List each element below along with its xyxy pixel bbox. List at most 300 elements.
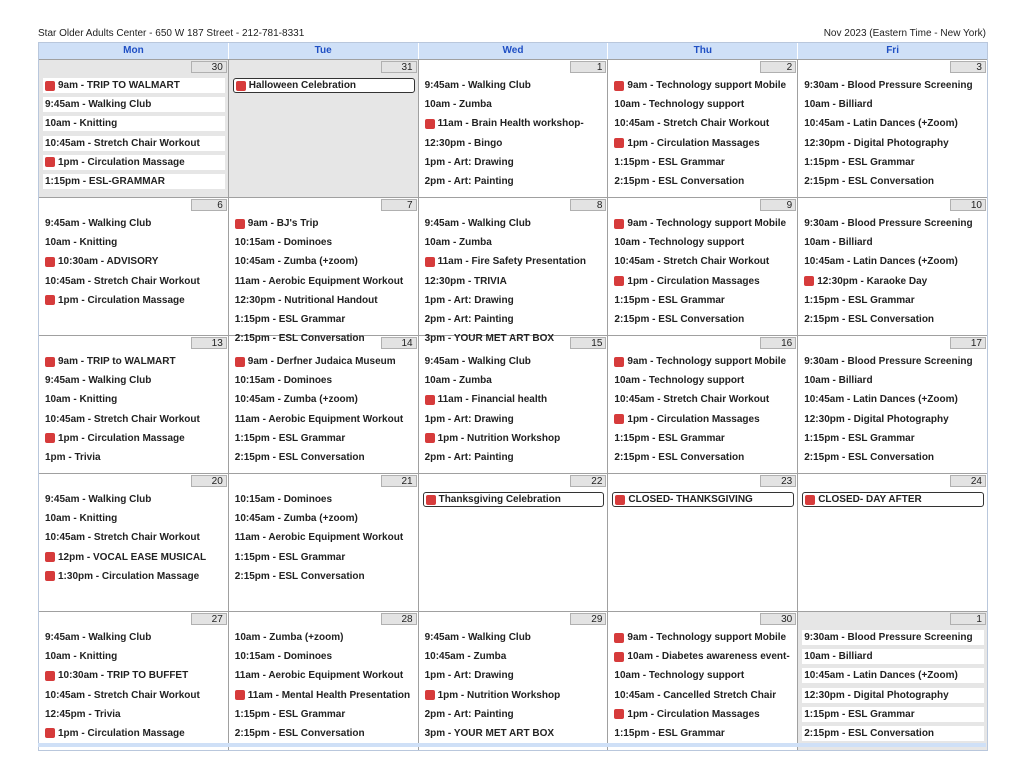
event-title: 9:45am - Walking Club xyxy=(424,218,531,229)
calendar-event[interactable] xyxy=(43,530,225,545)
event-title: 9am - Technology support Mobile xyxy=(627,356,787,367)
calendar-event[interactable] xyxy=(43,116,225,131)
event-title: 10:45am - Latin Dances (+Zoom) xyxy=(804,256,958,268)
event-flag-icon xyxy=(45,157,55,167)
calendar-event[interactable] xyxy=(612,216,794,231)
calendar-event[interactable] xyxy=(423,174,605,189)
event-title: 9:45am - Walking Club xyxy=(45,632,152,643)
calendar-event[interactable] xyxy=(423,630,605,645)
event-title: 11am - Aerobic Equipment Workout xyxy=(234,532,404,544)
day-number: 23 xyxy=(760,475,796,487)
event-title: 9:45am - Walking Club xyxy=(424,80,531,91)
event-title: 10am - Zumba xyxy=(424,237,492,249)
event-flag-icon xyxy=(426,495,436,505)
event-title: 10am - Knitting xyxy=(45,237,118,249)
calendar-event[interactable] xyxy=(233,431,415,446)
event-list xyxy=(233,78,415,97)
event-list xyxy=(423,354,605,469)
event-title: 1:15pm - ESL Grammar xyxy=(804,156,915,168)
event-title: 9am - Technology support Mobile xyxy=(627,218,787,229)
calendar-event[interactable] xyxy=(612,155,794,170)
day-cell[interactable] xyxy=(39,336,229,473)
event-title: 9am - Derfner Judaica Museum xyxy=(247,356,396,367)
event-flag-icon xyxy=(235,690,245,700)
event-title: 1pm - Circulation Massages xyxy=(627,137,760,149)
calendar-event[interactable] xyxy=(612,78,794,93)
calendar-event[interactable] xyxy=(233,530,415,545)
event-title: 2:15pm - ESL Conversation xyxy=(804,175,935,187)
event-flag-icon xyxy=(425,433,435,443)
day-number: 1 xyxy=(950,613,986,625)
calendar-event[interactable] xyxy=(233,492,415,507)
event-title: 9am - TRIP to WALMART xyxy=(58,356,176,367)
event-title: 12:30pm - Digital Photography xyxy=(804,413,949,425)
event-title: 11am - Fire Safety Presentation xyxy=(437,256,586,268)
calendar-event[interactable] xyxy=(423,136,605,151)
day-cell[interactable] xyxy=(798,60,987,197)
event-flag-icon xyxy=(235,219,245,229)
calendar-event[interactable] xyxy=(43,274,225,289)
event-flag-icon xyxy=(614,219,624,229)
calendar-event[interactable] xyxy=(43,431,225,446)
calendar-header xyxy=(38,28,986,42)
day-number: 22 xyxy=(570,475,606,487)
event-title: 1pm - Art: Drawing xyxy=(424,156,514,168)
event-title: 1pm - Circulation Massage xyxy=(58,156,185,168)
event-list xyxy=(423,216,605,350)
day-cell[interactable] xyxy=(798,612,987,750)
calendar-event[interactable] xyxy=(233,630,415,645)
calendar-event[interactable] xyxy=(43,412,225,427)
weeks-grid xyxy=(39,59,987,750)
calendar-event[interactable] xyxy=(233,312,415,327)
day-number: 21 xyxy=(381,475,417,487)
calendar-event[interactable] xyxy=(43,649,225,664)
calendar-event[interactable] xyxy=(802,78,984,93)
month-calendar xyxy=(38,42,988,751)
calendar-event[interactable] xyxy=(423,354,605,369)
calendar-event[interactable] xyxy=(802,649,984,664)
event-title: 12:30pm - Karaoke Day xyxy=(817,275,928,287)
calendar-event[interactable] xyxy=(233,293,415,308)
event-title: 10:45am - Stretch Chair Workout xyxy=(45,413,200,425)
event-title: 1pm - Circulation Massages xyxy=(627,708,760,720)
weekday-header-row xyxy=(39,43,987,59)
calendar-event[interactable] xyxy=(233,649,415,664)
event-list xyxy=(612,78,794,193)
event-flag-icon xyxy=(45,295,55,305)
calendar-event[interactable] xyxy=(43,726,225,741)
calendar-event[interactable] xyxy=(423,235,605,250)
event-title: 1pm - Art: Drawing xyxy=(424,413,514,425)
event-list xyxy=(802,354,984,469)
event-title: 10am - Knitting xyxy=(45,513,118,525)
event-title: 1pm - Nutrition Workshop xyxy=(437,689,561,701)
calendar-event[interactable] xyxy=(612,707,794,722)
event-flag-icon xyxy=(615,495,625,505)
event-title: 10:30am - ADVISORY xyxy=(58,256,159,268)
week-row xyxy=(39,59,987,197)
calendar-event[interactable] xyxy=(233,235,415,250)
weekday-thu: Thu xyxy=(608,43,798,59)
calendar-event[interactable] xyxy=(612,630,794,645)
event-title: 12pm - VOCAL EASE MUSICAL xyxy=(58,551,207,563)
calendar-event[interactable] xyxy=(233,216,415,231)
event-flag-icon xyxy=(614,276,624,286)
calendar-event[interactable] xyxy=(423,392,605,407)
event-title: 2:15pm - ESL Conversation xyxy=(234,727,365,739)
event-title: 9:45am - Walking Club xyxy=(424,356,531,367)
calendar-event[interactable] xyxy=(802,216,984,231)
calendar-event[interactable] xyxy=(423,649,605,664)
event-title: 10:45am - Latin Dances (+Zoom) xyxy=(804,118,958,130)
calendar-event[interactable] xyxy=(802,431,984,446)
all-day-event[interactable] xyxy=(612,492,794,507)
calendar-event[interactable] xyxy=(233,569,415,584)
calendar-event[interactable] xyxy=(802,116,984,131)
calendar-event[interactable] xyxy=(43,254,225,269)
event-title: 3pm - YOUR MET ART BOX xyxy=(424,727,555,739)
day-number: 20 xyxy=(191,475,227,487)
day-cell[interactable] xyxy=(229,60,419,197)
event-list xyxy=(43,630,225,745)
calendar-event[interactable] xyxy=(423,254,605,269)
event-flag-icon xyxy=(425,690,435,700)
calendar-event[interactable] xyxy=(802,668,984,683)
calendar-event[interactable] xyxy=(612,373,794,388)
event-list xyxy=(233,492,415,588)
calendar-event[interactable] xyxy=(612,293,794,308)
calendar-event[interactable] xyxy=(43,354,225,369)
day-cell[interactable] xyxy=(798,474,987,611)
calendar-event[interactable] xyxy=(423,293,605,308)
event-flag-icon xyxy=(235,357,245,367)
calendar-event[interactable] xyxy=(423,312,605,327)
event-title: 1:15pm - ESL Grammar xyxy=(614,156,725,168)
calendar-event[interactable] xyxy=(43,235,225,250)
all-day-event[interactable] xyxy=(802,492,984,507)
calendar-event[interactable] xyxy=(612,312,794,327)
event-title: CLOSED- DAY AFTER xyxy=(818,494,922,505)
calendar-event[interactable] xyxy=(612,412,794,427)
event-title: 1:15pm - ESL Grammar xyxy=(804,294,915,306)
calendar-event[interactable] xyxy=(423,274,605,289)
month-timezone: Nov 2023 (Eastern Time - New York) xyxy=(823,28,986,39)
calendar-event[interactable] xyxy=(423,688,605,703)
event-title: 1:15pm - ESL Grammar xyxy=(234,432,346,444)
calendar-event[interactable] xyxy=(423,97,605,112)
event-list xyxy=(802,78,984,193)
day-cell[interactable] xyxy=(419,612,609,750)
day-cell[interactable] xyxy=(419,336,609,473)
calendar-event[interactable] xyxy=(612,174,794,189)
event-title: 1pm - Trivia xyxy=(45,451,101,463)
calendar-event[interactable] xyxy=(43,550,225,565)
event-title: 1:15pm - ESL Grammar xyxy=(614,432,725,444)
calendar-event[interactable] xyxy=(233,354,415,369)
event-list xyxy=(423,630,605,745)
calendar-event[interactable] xyxy=(423,78,605,93)
calendar-event[interactable] xyxy=(802,97,984,112)
calendar-event[interactable] xyxy=(802,235,984,250)
calendar-event[interactable] xyxy=(233,688,415,703)
day-cell[interactable] xyxy=(229,474,419,611)
calendar-event[interactable] xyxy=(43,216,225,231)
event-title: 1:15pm - ESL Grammar xyxy=(614,727,725,739)
event-title: 10:45am - Stretch Chair Workout xyxy=(45,689,200,701)
calendar-event[interactable] xyxy=(233,726,415,741)
event-title: 2:15pm - ESL Conversation xyxy=(614,175,745,187)
event-title: 10:15am - Dominoes xyxy=(234,375,333,387)
calendar-event[interactable] xyxy=(802,707,984,722)
calendar-event[interactable] xyxy=(802,136,984,151)
event-title: 9am - Technology support Mobile xyxy=(627,632,787,643)
calendar-event[interactable] xyxy=(612,688,794,703)
calendar-event[interactable] xyxy=(612,450,794,465)
calendar-event[interactable] xyxy=(43,569,225,584)
calendar-event[interactable] xyxy=(43,630,225,645)
event-title: 2:15pm - ESL Conversation xyxy=(614,451,745,463)
calendar-event[interactable] xyxy=(423,155,605,170)
day-number: 1 xyxy=(570,61,606,73)
day-cell[interactable] xyxy=(39,474,229,611)
calendar-event[interactable] xyxy=(233,373,415,388)
calendar-event[interactable] xyxy=(233,511,415,526)
calendar-event[interactable] xyxy=(43,688,225,703)
event-title: 11am - Aerobic Equipment Workout xyxy=(234,413,404,425)
event-list xyxy=(43,216,225,312)
calendar-event[interactable] xyxy=(802,412,984,427)
calendar-event[interactable] xyxy=(423,412,605,427)
calendar-event[interactable] xyxy=(423,668,605,683)
event-list xyxy=(43,78,225,193)
event-title: 10am - Knitting xyxy=(45,394,118,406)
day-number: 31 xyxy=(381,61,417,73)
event-title: 2:15pm - ESL Conversation xyxy=(804,451,935,463)
calendar-event[interactable] xyxy=(43,97,225,112)
calendar-event[interactable] xyxy=(43,707,225,722)
calendar-event[interactable] xyxy=(612,254,794,269)
event-title: 1pm - Circulation Massages xyxy=(627,413,760,425)
calendar-event[interactable] xyxy=(802,392,984,407)
day-cell[interactable] xyxy=(229,336,419,473)
event-title: 10am - Zumba xyxy=(424,99,492,111)
day-cell[interactable] xyxy=(419,60,609,197)
calendar-event[interactable] xyxy=(43,373,225,388)
calendar-event[interactable] xyxy=(612,235,794,250)
event-title: 10:45am - Cancelled Stretch Chair xyxy=(614,689,777,701)
event-title: 10:45am - Stretch Chair Workout xyxy=(45,532,200,544)
calendar-event[interactable] xyxy=(43,293,225,308)
calendar-event[interactable] xyxy=(233,412,415,427)
event-title: 10:15am - Dominoes xyxy=(234,237,333,249)
calendar-event[interactable] xyxy=(802,174,984,189)
calendar-event[interactable] xyxy=(612,116,794,131)
event-title: 10:45am - Stretch Chair Workout xyxy=(45,137,200,149)
event-list xyxy=(233,216,415,350)
calendar-event[interactable] xyxy=(233,668,415,683)
event-title: 9:45am - Walking Club xyxy=(45,218,152,229)
calendar-event[interactable] xyxy=(612,136,794,151)
event-title: 1:15pm - ESL Grammar xyxy=(234,551,346,563)
day-cell[interactable] xyxy=(39,198,229,335)
calendar-event[interactable] xyxy=(802,312,984,327)
all-day-event[interactable] xyxy=(233,78,415,93)
event-title: 10:45am - Zumba (+zoom) xyxy=(234,256,358,268)
event-title: 2pm - Art: Painting xyxy=(424,175,514,187)
event-list xyxy=(612,630,794,745)
event-title: 10am - Billiard xyxy=(804,237,873,249)
day-number: 29 xyxy=(570,613,606,625)
week-row xyxy=(39,335,987,473)
event-title: 2:15pm - ESL Conversation xyxy=(614,313,745,325)
event-title: 1:15pm - ESL Grammar xyxy=(804,432,915,444)
day-number: 9 xyxy=(760,199,796,211)
calendar-event[interactable] xyxy=(802,450,984,465)
event-title: 2:15pm - ESL Conversation xyxy=(234,451,365,463)
event-title: 1:15pm - ESL Grammar xyxy=(234,708,346,720)
event-flag-icon xyxy=(45,433,55,443)
calendar-event[interactable] xyxy=(423,431,605,446)
calendar-event[interactable] xyxy=(802,354,984,369)
event-title: 11am - Financial health xyxy=(437,394,548,406)
day-number: 30 xyxy=(760,613,796,625)
event-title: 12:30pm - Digital Photography xyxy=(804,689,949,701)
event-flag-icon xyxy=(614,414,624,424)
calendar-event[interactable] xyxy=(802,155,984,170)
day-cell[interactable] xyxy=(39,60,229,197)
event-title: 2:15pm - ESL Conversation xyxy=(234,570,365,582)
calendar-event[interactable] xyxy=(612,668,794,683)
calendar-footer-bar xyxy=(38,743,986,747)
event-flag-icon xyxy=(614,633,624,643)
event-title: 2pm - Art: Painting xyxy=(424,313,514,325)
calendar-event[interactable] xyxy=(612,649,794,664)
day-number: 28 xyxy=(381,613,417,625)
calendar-event[interactable] xyxy=(423,373,605,388)
event-title: 10:45am - Latin Dances (+Zoom) xyxy=(804,670,958,682)
event-flag-icon xyxy=(45,257,55,267)
event-title: 12:30pm - Nutritional Handout xyxy=(234,294,378,306)
calendar-event[interactable] xyxy=(43,174,225,189)
event-flag-icon xyxy=(236,81,246,91)
day-cell[interactable] xyxy=(798,198,987,335)
day-number: 24 xyxy=(950,475,986,487)
calendar-event[interactable] xyxy=(423,116,605,131)
event-title: 9:45am - Walking Club xyxy=(45,99,152,111)
calendar-event[interactable] xyxy=(612,392,794,407)
day-cell[interactable] xyxy=(608,198,798,335)
calendar-event[interactable] xyxy=(43,492,225,507)
event-list xyxy=(233,354,415,469)
event-title: 11am - Aerobic Equipment Workout xyxy=(234,275,404,287)
calendar-event[interactable] xyxy=(43,450,225,465)
calendar-event[interactable] xyxy=(802,630,984,645)
day-number: 7 xyxy=(381,199,417,211)
calendar-event[interactable] xyxy=(43,78,225,93)
calendar-event[interactable] xyxy=(802,373,984,388)
calendar-event[interactable] xyxy=(612,97,794,112)
event-title: 2pm - Art: Painting xyxy=(424,708,514,720)
event-title: 2:15pm - ESL Conversation xyxy=(804,313,935,325)
event-flag-icon xyxy=(425,119,435,129)
calendar-event[interactable] xyxy=(612,726,794,741)
event-flag-icon xyxy=(614,81,624,91)
day-cell[interactable] xyxy=(798,336,987,473)
calendar-event[interactable] xyxy=(612,431,794,446)
event-flag-icon xyxy=(425,395,435,405)
day-number: 15 xyxy=(570,337,606,349)
event-title: 9:45am - Walking Club xyxy=(45,494,152,505)
day-number: 16 xyxy=(760,337,796,349)
calendar-event[interactable] xyxy=(423,216,605,231)
calendar-event[interactable] xyxy=(802,293,984,308)
event-flag-icon xyxy=(805,495,815,505)
event-title: 9am - Technology support Mobile xyxy=(627,80,787,91)
event-title: 10am - Zumba (+zoom) xyxy=(234,632,344,643)
day-cell[interactable] xyxy=(608,612,798,750)
day-number: 27 xyxy=(191,613,227,625)
day-cell[interactable] xyxy=(419,474,609,611)
event-title: 10:45am - Stretch Chair Workout xyxy=(614,394,770,406)
calendar-event[interactable] xyxy=(802,274,984,289)
event-flag-icon xyxy=(45,571,55,581)
calendar-event[interactable] xyxy=(233,707,415,722)
calendar-event[interactable] xyxy=(233,392,415,407)
event-title: 10am - Technology support xyxy=(614,670,745,682)
calendar-event[interactable] xyxy=(423,450,605,465)
calendar-event[interactable] xyxy=(43,155,225,170)
event-title: 9am - BJ's Trip xyxy=(247,218,319,229)
calendar-event[interactable] xyxy=(233,254,415,269)
event-title: 1pm - Circulation Massage xyxy=(58,727,185,739)
event-title: 9:45am - Walking Club xyxy=(424,632,531,643)
calendar-event[interactable] xyxy=(43,136,225,151)
calendar-event[interactable] xyxy=(802,254,984,269)
event-title: 10am - Technology support xyxy=(614,99,745,111)
event-title: 10am - Knitting xyxy=(45,118,118,130)
event-list xyxy=(802,492,984,511)
calendar-event[interactable] xyxy=(802,726,984,741)
event-title: 10am - Diabetes awareness event- xyxy=(627,651,790,663)
calendar-event[interactable] xyxy=(43,392,225,407)
event-list xyxy=(612,354,794,469)
event-title: 10:45am - Zumba xyxy=(424,651,507,663)
day-cell[interactable] xyxy=(229,612,419,750)
day-number: 13 xyxy=(191,337,227,349)
day-cell[interactable] xyxy=(608,60,798,197)
calendar-event[interactable] xyxy=(612,274,794,289)
calendar-event[interactable] xyxy=(233,450,415,465)
event-title: 12:45pm - Trivia xyxy=(45,708,121,720)
calendar-event[interactable] xyxy=(233,274,415,289)
calendar-event[interactable] xyxy=(43,668,225,683)
day-cell[interactable] xyxy=(608,336,798,473)
calendar-event[interactable] xyxy=(43,511,225,526)
calendar-event[interactable] xyxy=(233,550,415,565)
day-cell[interactable] xyxy=(608,474,798,611)
calendar-event[interactable] xyxy=(423,707,605,722)
all-day-event[interactable] xyxy=(423,492,605,507)
day-cell[interactable] xyxy=(39,612,229,750)
calendar-event[interactable] xyxy=(802,688,984,703)
event-list xyxy=(612,216,794,331)
event-list xyxy=(423,492,605,511)
calendar-event[interactable] xyxy=(612,354,794,369)
event-flag-icon xyxy=(45,552,55,562)
event-flag-icon xyxy=(45,728,55,738)
calendar-event[interactable] xyxy=(423,726,605,741)
